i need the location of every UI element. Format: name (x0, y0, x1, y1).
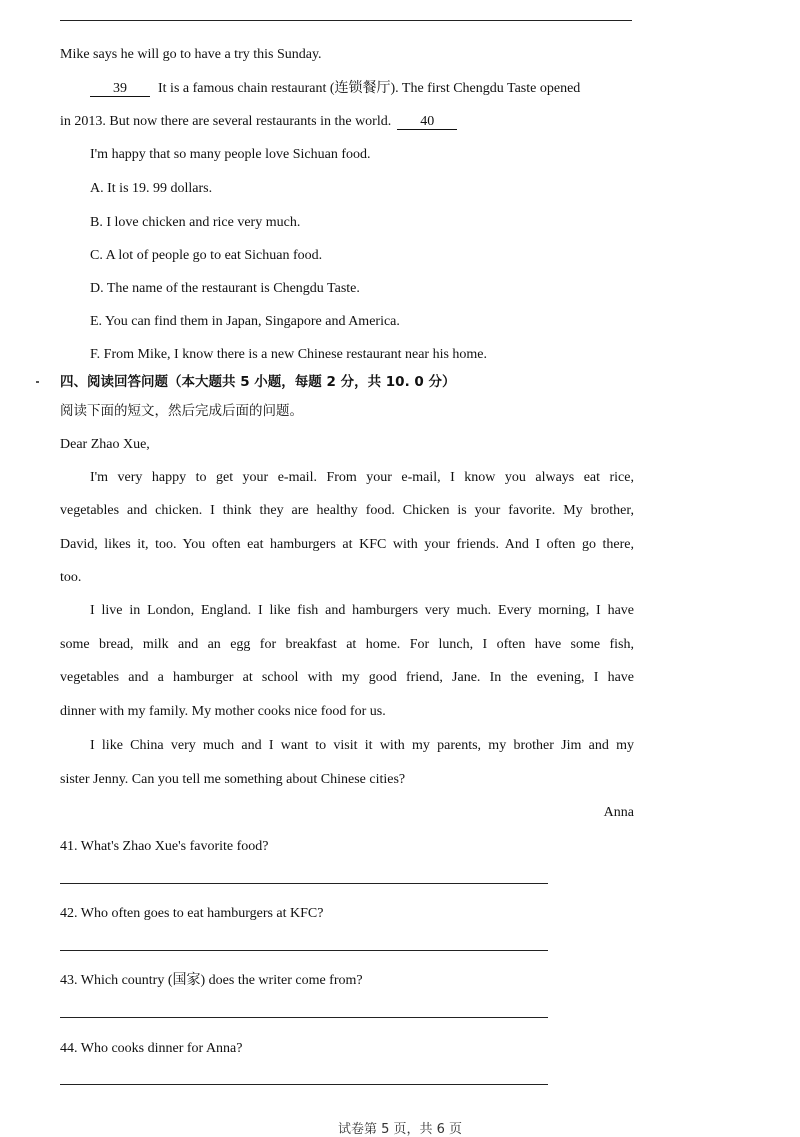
option-label: C. (90, 248, 103, 263)
passage-line-2013 (60, 113, 457, 131)
answer-line-44[interactable] (60, 1084, 548, 1085)
letter-line: I'm very happy to get your e-mail. From your e-mail, I know you always eat rice, (90, 470, 634, 485)
option-c (90, 247, 322, 265)
answer-line-41[interactable] (60, 883, 548, 884)
letter-line: too. (60, 570, 82, 585)
question-text: Which country (国家) does the writer come from? (80, 973, 363, 988)
option-text: From Mike, I know there is a new Chinese restaurant near his home. (103, 347, 488, 362)
option-text: I love chicken and rice very much. (106, 215, 301, 230)
section-4-instruction: 阅读下面的短文，然后完成后面的问题。 (60, 403, 303, 419)
passage-line-mike: Mike says he will go to have a try this Sunday. (60, 47, 322, 62)
passage-line-happy: I'm happy that so many people love Sichuan food. (90, 147, 371, 162)
answer-line-42[interactable] (60, 950, 548, 951)
question-number: 42. (60, 906, 78, 921)
page-footer: 试卷第 5 页，共 6 页 (337, 1122, 463, 1137)
question-42 (60, 905, 324, 923)
blank-39[interactable]: 39 (90, 81, 150, 97)
letter-signature: Anna (603, 805, 634, 820)
letter-line: some bread, milk and an egg for breakfast at home. For lunch, I often have some fish, (60, 637, 634, 652)
option-label: F. (90, 347, 101, 362)
letter-line: I live in London, England. I like fish and hamburgers very much. Every morning, I have (90, 603, 634, 618)
letter-line: sister Jenny. Can you tell me something about Chinese cities? (60, 772, 406, 787)
passage-line-39-text: It is a famous chain restaurant (连锁餐厅). The first Chengdu Taste opened (158, 81, 581, 96)
letter-line: dinner with my family. My mother cooks nice food for us. (60, 704, 386, 719)
option-text: The name of the restaurant is Chengdu Taste. (106, 281, 360, 296)
option-f (90, 346, 487, 364)
letter-line: I like China very much and I want to visit it with my parents, my brother Jim and my (90, 738, 634, 753)
question-text: Who cooks dinner for Anna? (80, 1041, 243, 1056)
letter-line: vegetables and a hamburger at school with my good friend, Jane. In the evening, I have (60, 670, 634, 685)
question-number: 44. (60, 1041, 78, 1056)
option-e (90, 313, 400, 331)
option-label: A. (90, 181, 104, 196)
option-d (90, 280, 360, 298)
option-label: E. (90, 314, 103, 329)
section-4-heading: 四、阅读回答问题（本大题共 5 小题，每题 2 分，共 10. 0 分） (60, 374, 456, 390)
letter-line: David, likes it, too. You often eat hamburgers at KFC with your friends. And I often go there, (60, 537, 634, 552)
question-43 (60, 972, 363, 990)
top-rule (60, 20, 632, 21)
option-text: It is 19. 99 dollars. (107, 181, 213, 196)
question-41 (60, 838, 269, 856)
option-label: B. (90, 215, 103, 230)
question-text: What's Zhao Xue's favorite food? (80, 839, 269, 854)
blank-40[interactable]: 40 (397, 114, 457, 130)
option-a (90, 180, 212, 198)
option-label: D. (90, 281, 104, 296)
answer-line-43[interactable] (60, 1017, 548, 1018)
passage-line-39 (90, 80, 580, 98)
option-text: A lot of people go to eat Sichuan food. (105, 248, 323, 263)
question-number: 41. (60, 839, 78, 854)
letter-greeting: Dear Zhao Xue, (60, 437, 150, 452)
question-44 (60, 1040, 242, 1058)
question-text: Who often goes to eat hamburgers at KFC? (80, 906, 324, 921)
option-text: You can find them in Japan, Singapore and America. (105, 314, 400, 329)
letter-line: vegetables and chicken. I think they are healthy food. Chicken is your favorite. My brother, (60, 503, 634, 518)
option-b (90, 214, 300, 232)
scan-speck (36, 381, 39, 383)
passage-line-2013-text: in 2013. But now there are several restaurants in the world. (60, 114, 392, 129)
question-number: 43. (60, 973, 78, 988)
